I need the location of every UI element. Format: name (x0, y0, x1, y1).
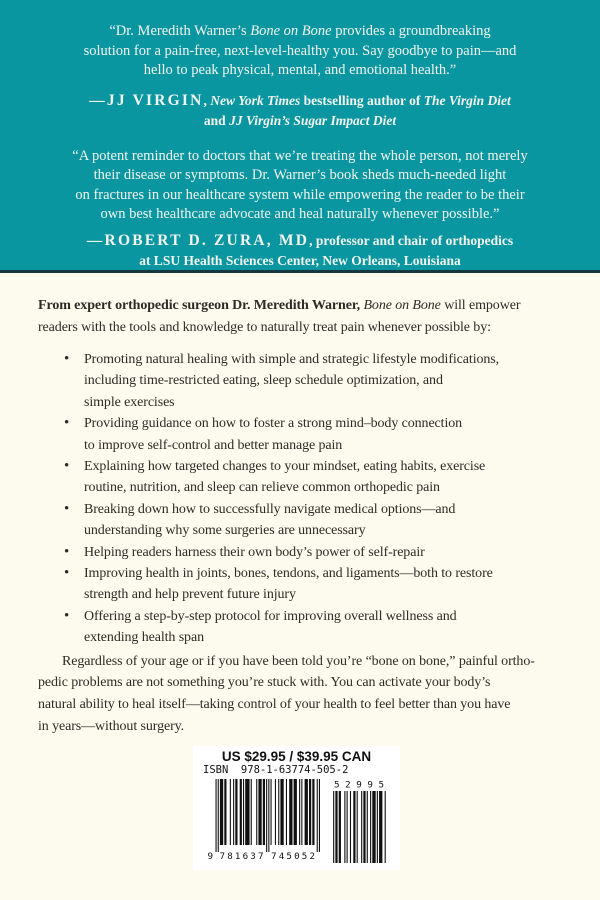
bullet-item (64, 456, 562, 499)
isbn-label: ISBN 978-1-63774-505-2 (203, 763, 349, 776)
quote-attribution-jj-virgin: —JJ VIRGIN, New York Times bestselling author of The Virgin Diet and JJ Virgin’s Sugar Impact Diet (89, 91, 511, 128)
closing-paragraph: Regardless of your age or if you have been told you’re “bone on bone,” painful ortho- pedic problems are not something you’re stuck with. You can activate your body’s natural ability to heal itself—taking control of your health to feel better than you have in years—without surgery. (38, 653, 535, 734)
svg-text:52995: 52995 (334, 779, 384, 790)
svg-text:9: 9 (207, 850, 214, 862)
bullet-dot-icon (64, 563, 84, 606)
bullet-text: Breaking down how to successfully navigate medical options—and understanding why some surgeries are unnecessary (84, 501, 456, 539)
bullet-item (64, 499, 562, 542)
svg-text:745052: 745052 (271, 850, 315, 862)
bullet-text: Offering a step-by-step protocol for improving overall wellness and extending health span (84, 608, 457, 646)
bullet-item (64, 606, 562, 649)
price-label: US $29.95 / $39.95 CAN (221, 748, 372, 764)
barcode-panel (193, 746, 400, 870)
bullet-dot-icon (64, 499, 84, 542)
bullet-dot-icon (64, 542, 84, 563)
ean13-barcode (207, 779, 321, 863)
bullet-item (64, 563, 562, 606)
bullet-dot-icon (64, 349, 84, 413)
bullet-item (64, 413, 562, 456)
svg-text:781637: 781637 (219, 850, 264, 862)
bullet-text: Helping readers harness their own body’s power of self-repair (84, 544, 425, 560)
endorsements-section (0, 0, 600, 273)
barcode-row (193, 779, 400, 863)
bullet-dot-icon (64, 456, 84, 499)
bullet-text: Improving health in joints, bones, tendons, and ligaments—both to restore strength and help prevent future injury (84, 566, 493, 603)
bullet-dot-icon (64, 413, 84, 456)
endorsement-quote-jj-virgin: “Dr. Meredith Warner’s Bone on Bone provides a groundbreaking solution for a pain-free, next-level-healthy you. Say goodbye to pain—and hello to peak physical, mental, and emotional health.” (83, 23, 517, 78)
intro-paragraph: From expert orthopedic surgeon Dr. Meredith Warner, Bone on Bone will empower readers with the tools and knowledge to naturally treat pain whenever possible by: (38, 298, 521, 335)
ean5-supplement-barcode (331, 779, 389, 863)
bullet-dot-icon (64, 606, 84, 649)
description-section (0, 273, 600, 897)
bullet-text: Promoting natural healing with simple and strategic lifestyle modifications, including time-restricted eating, sleep schedule optimization, and simple exercises (84, 352, 500, 410)
bullet-list (64, 349, 562, 649)
endorsement-quote-robert-zura: “A potent reminder to doctors that we’re treating the whole person, not merely their disease or symptoms. Dr. Warner’s book sheds much-needed light on fractures in our healthcare system while empowering the reader to be their own best healthcare advocate and heal naturally whenever possible.” (72, 147, 528, 222)
bullet-item (64, 542, 562, 563)
bullet-text: Providing guidance on how to foster a strong mind–body connection to improve self-control and better manage pain (84, 416, 463, 453)
bullet-text: Explaining how targeted changes to your mindset, eating habits, exercise routine, nutrition, and sleep can relieve common orthopedic pain (84, 459, 486, 496)
quote-attribution-robert-zura: —ROBERT D. ZURA, MD, professor and chair of orthopedics at LSU Health Sciences Center, New Orleans, Louisiana (86, 231, 514, 268)
bullet-item (64, 349, 562, 413)
